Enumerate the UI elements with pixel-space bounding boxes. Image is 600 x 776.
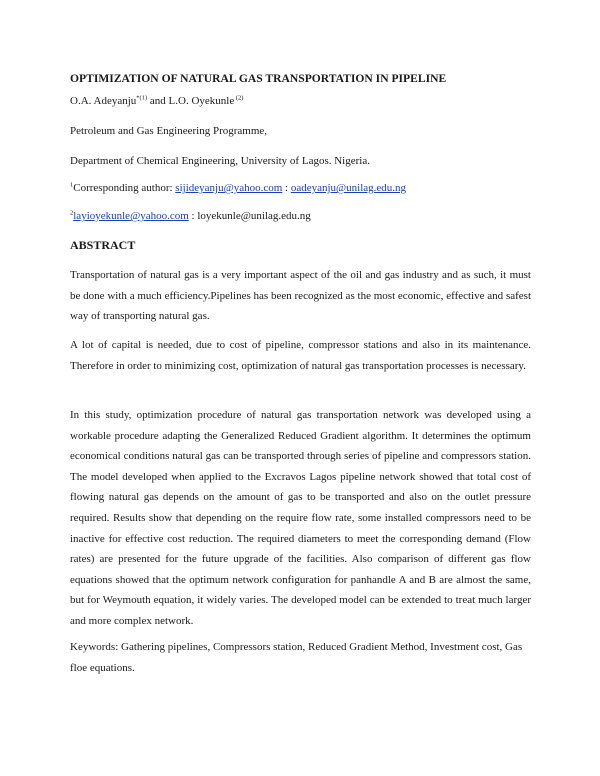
second-contact-mark: 2 <box>70 209 74 217</box>
email-link-2[interactable]: oadeyanju@unilag.edu.ng <box>290 182 407 194</box>
abstract-paragraph-2: A lot of capital is needed, due to cost of pipeline, compressor stations and also in its maintenance. Therefore in order to minimizing cost, optimization of natural gas transportation processes is necessary. <box>70 339 531 372</box>
author-2-affiliation-mark: (2) <box>234 94 244 102</box>
second-author-contact-line <box>70 210 311 222</box>
email-link-3[interactable]: layioyekunle@yahoo.com <box>73 210 189 222</box>
author-1-affiliation-mark: *(1) <box>136 94 148 102</box>
affiliation-programme: Petroleum and Gas Engineering Programme, <box>70 125 268 137</box>
affiliation-department: Department of Chemical Engineering, University of Lagos. Nigeria. <box>70 155 370 167</box>
email-separator: : <box>282 182 291 194</box>
keywords: Keywords: Gathering pipelines, Compressors station, Reduced Gradient Method, Investment cost, Gas floe equations. <box>70 641 523 674</box>
author-conjunction: and <box>147 95 169 107</box>
corresponding-mark: 1 <box>70 181 74 189</box>
email-separator-2: : <box>188 210 198 222</box>
abstract-heading: ABSTRACT <box>70 238 136 252</box>
author-1: O.A. Adeyanju <box>70 95 137 107</box>
corresponding-label: Corresponding author: <box>73 182 176 194</box>
paper-title: OPTIMIZATION OF NATURAL GAS TRANSPORTATION IN PIPELINE <box>70 72 447 85</box>
corresponding-author-line <box>70 182 406 194</box>
author-2: L.O. Oyekunle <box>168 95 235 107</box>
author-line <box>70 95 243 107</box>
abstract-paragraph-3: In this study, optimization procedure of natural gas transportation network was developed using a workable procedure adapting the Generalized Reduced Gradient algorithm. It determines the optimum economical conditions natural gas can be transported through series of pipeline and compressors station. The model developed when applied to the Excravos Lagos pipeline network showed that total cost of flowing natural gas depends on the amount of gas to be transported and also on the outlet pressure required. Results show that depending on the require flow rate, some installed compressors need to be inactive for effective cost reduction. The required diameters to meet the corresponding demand (Flow rates) are presented for the future upgrade of the facilities. Also comparison of different gas flow equations showed that the optimum network configuration for panhandle A and B are almost the same, but for Weymouth equation, it widely varies. The developed model can be extended to treat much larger and more complex network. <box>70 409 531 627</box>
email-text-4: loyekunle@unilag.edu.ng <box>197 210 311 222</box>
abstract-paragraph-1: Transportation of natural gas is a very important aspect of the oil and gas industry and as such, it must be done with a much efficiency.Pipelines has been recognized as the most economic, effective and safest way of transporting natural gas. <box>70 269 531 323</box>
email-link-1[interactable]: sijideyanju@yahoo.com <box>175 182 283 194</box>
